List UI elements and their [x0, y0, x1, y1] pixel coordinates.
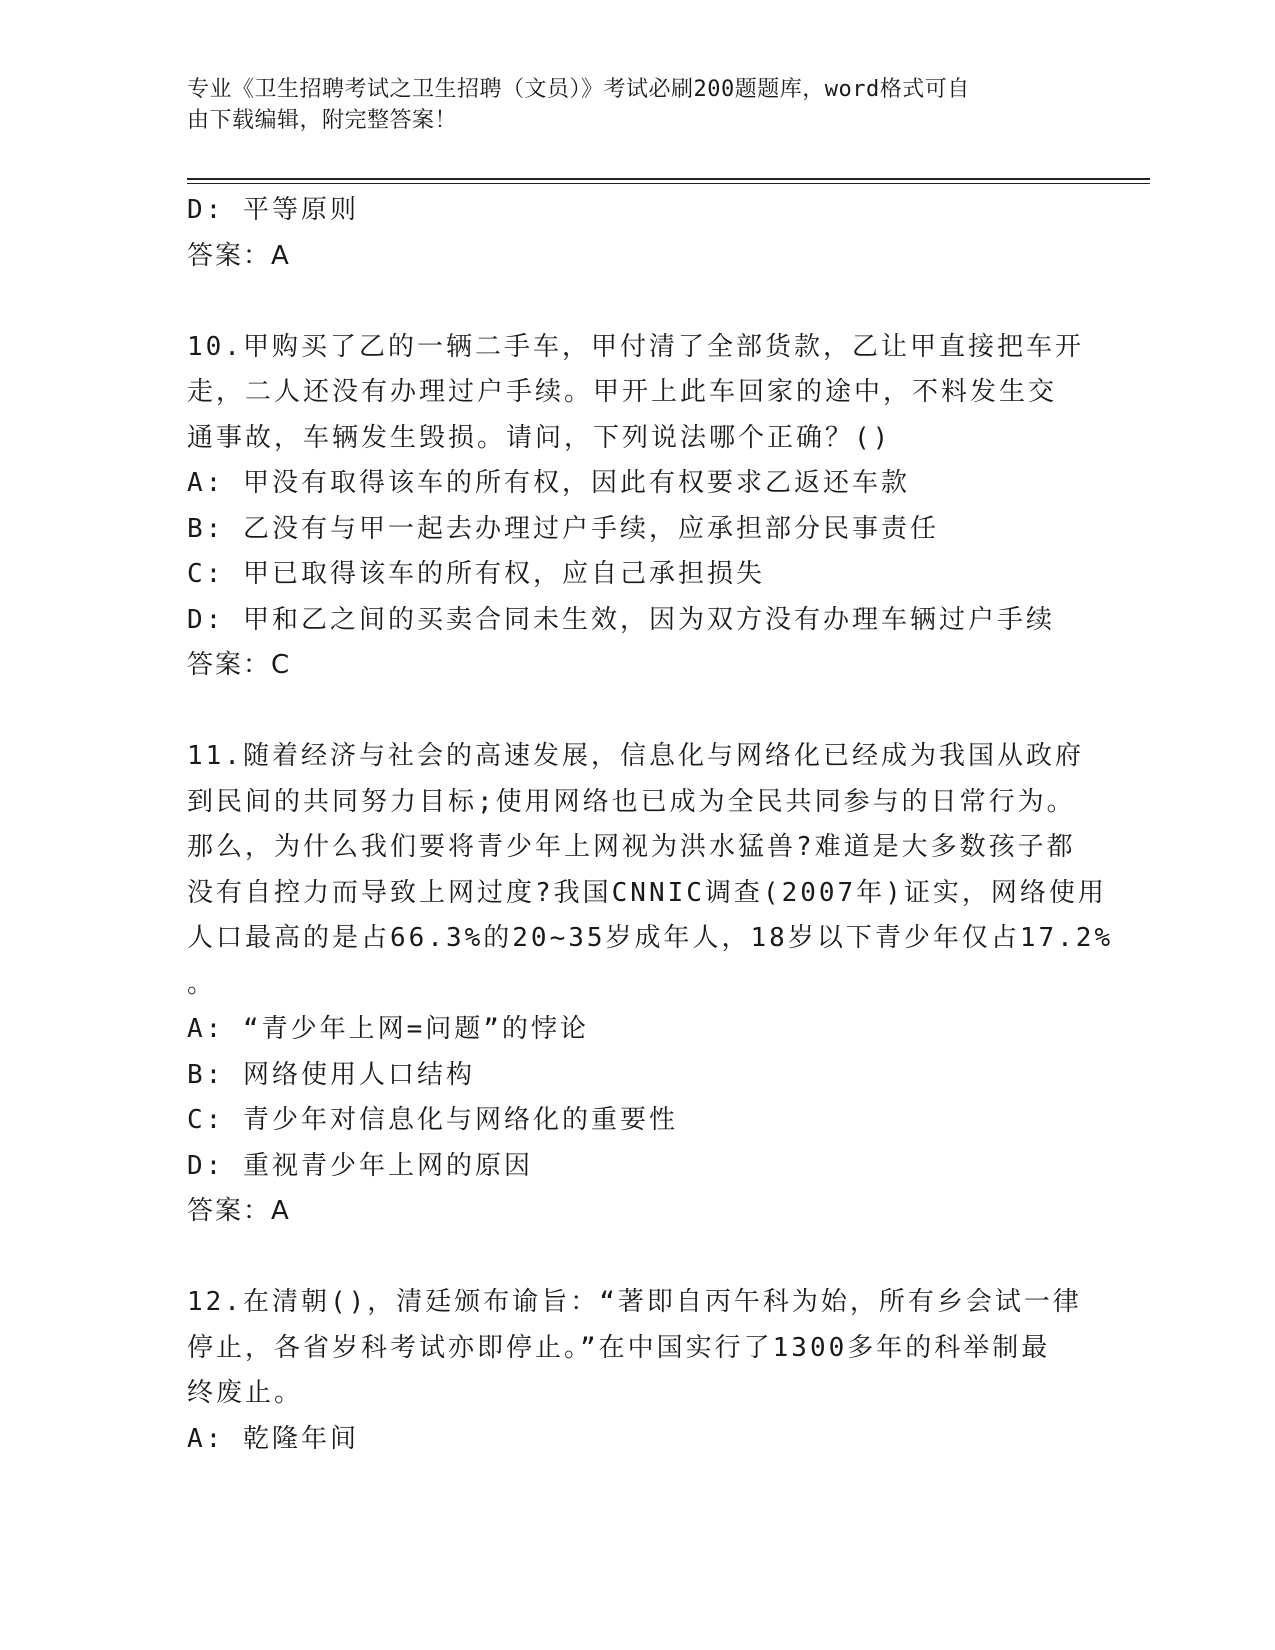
option-d: D: 重视青少年上网的原因 — [187, 1150, 533, 1181]
answer-line: 答案：C — [187, 650, 292, 680]
option-b: B: 网络使用人口结构 — [187, 1059, 475, 1090]
question-stem-line: 停止，各省岁科考试亦即停止。”在中国实行了1300多年的科举制最 — [187, 1332, 1051, 1363]
question-12 — [187, 1280, 1087, 1462]
document-header — [187, 74, 1067, 136]
question-stem-line: 终废止。 — [187, 1378, 304, 1408]
option-a: A: “青少年上网=问题”的悖论 — [187, 1014, 589, 1044]
header-divider-thick — [187, 178, 1150, 180]
question-stem-line: 到民间的共同努力目标;使用网络也已成为全民共同参与的日常行为。 — [187, 786, 1076, 817]
question-stem-line: 没有自控力而导致上网过度?我国CNNIC调查(2007年)证实，网络使用 — [187, 877, 1107, 908]
question-stem-line: 那么，为什么我们要将青少年上网视为洪水猛兽?难道是大多数孩子都 — [187, 832, 1076, 862]
option-d: D: 平等原则 — [187, 195, 359, 225]
header-line-1: 专业《卫生招聘考试之卫生招聘（文员）》考试必刷200题题库，word格式可自 — [187, 77, 970, 102]
option-a: A: 乾隆年间 — [187, 1423, 359, 1454]
question-stem-line: 。 — [187, 968, 217, 999]
question-stem-line: 11.随着经济与社会的高速发展，信息化与网络化已经成为我国从政府 — [187, 741, 1084, 771]
option-b: B: 乙没有与甲一起去办理过户手续，应承担部分民事责任 — [187, 513, 939, 544]
question-stem-line: 10.甲购买了乙的一辆二手车，甲付清了全部货款，乙让甲直接把车开 — [187, 331, 1084, 362]
answer-line: 答案：A — [187, 1196, 291, 1226]
option-c: C: 甲已取得该车的所有权，应自己承担损失 — [187, 559, 765, 589]
answer-line: 答案：A — [187, 240, 291, 271]
prev-question-tail — [187, 188, 1087, 279]
question-stem-line: 通事故，车辆发生毁损。请问，下列说法哪个正确？() — [187, 422, 892, 453]
question-10 — [187, 325, 1087, 689]
option-d: D: 甲和乙之间的买卖合同未生效，因为双方没有办理车辆过户手续 — [187, 604, 1055, 635]
document-body — [187, 188, 1114, 1462]
question-stem-line: 人口最高的是占66.3%的20~35岁成年人，18岁以下青少年仅占17.2% — [187, 923, 1114, 953]
header-divider-thin — [187, 183, 1150, 184]
spacer — [187, 279, 1087, 325]
option-c: C: 青少年对信息化与网络化的重要性 — [187, 1105, 678, 1135]
question-stem-line: 12.在清朝()，清廷颁布谕旨：“著即自丙午科为始，所有乡会试一律 — [187, 1287, 1082, 1317]
spacer — [187, 1235, 1087, 1281]
question-stem-line: 走，二人还没有办理过户手续。甲开上此车回家的途中，不料发生交 — [187, 377, 1058, 407]
spacer — [187, 689, 1087, 735]
header-line-2: 由下载编辑，附完整答案！ — [187, 108, 458, 133]
option-a: A: 甲没有取得该车的所有权，因此有权要求乙返还车款 — [187, 468, 910, 498]
question-11 — [187, 734, 1114, 1235]
